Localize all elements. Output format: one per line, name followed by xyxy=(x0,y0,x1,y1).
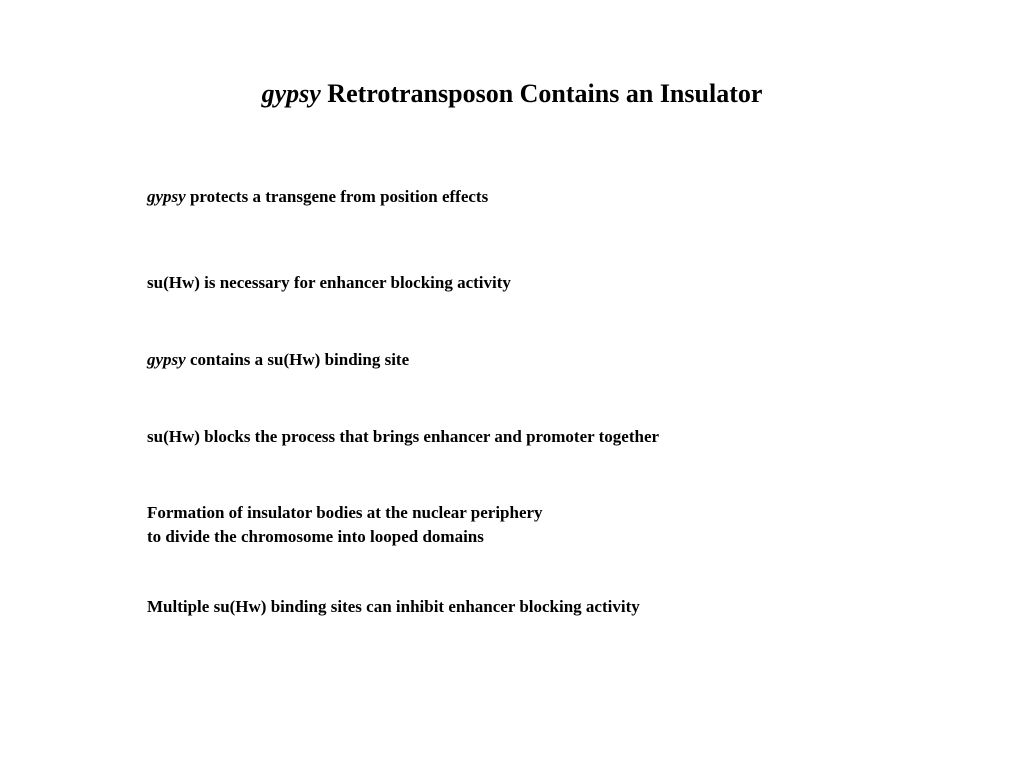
point-insulator-bodies xyxy=(147,501,543,549)
slide-title-text: Retrotransposon Contains an Insulator xyxy=(327,79,763,108)
point-text: su(Hw) is necessary for enhancer blocking activity xyxy=(147,273,511,292)
point-suhw-necessary xyxy=(147,271,511,295)
point-text-line-2: to divide the chromosome into looped domains xyxy=(147,527,484,546)
slide-title xyxy=(0,78,1024,110)
point-gypsy-binding-site xyxy=(147,348,409,372)
point-multiple-binding-sites xyxy=(147,595,640,619)
point-text: Multiple su(Hw) binding sites can inhibit enhancer blocking activity xyxy=(147,597,640,616)
point-italic-term: gypsy xyxy=(147,187,186,206)
point-gypsy-protects-transgene xyxy=(147,185,488,209)
point-italic-term: gypsy xyxy=(147,350,186,369)
point-text: contains a su(Hw) binding site xyxy=(189,350,410,369)
point-text: su(Hw) blocks the process that brings enhancer and promoter together xyxy=(147,427,660,446)
slide-title-italic: gypsy xyxy=(261,79,321,108)
point-text-line-1: Formation of insulator bodies at the nuclear periphery xyxy=(147,503,543,522)
point-text: protects a transgene from position effects xyxy=(189,187,489,206)
point-suhw-blocks-process xyxy=(147,425,659,449)
